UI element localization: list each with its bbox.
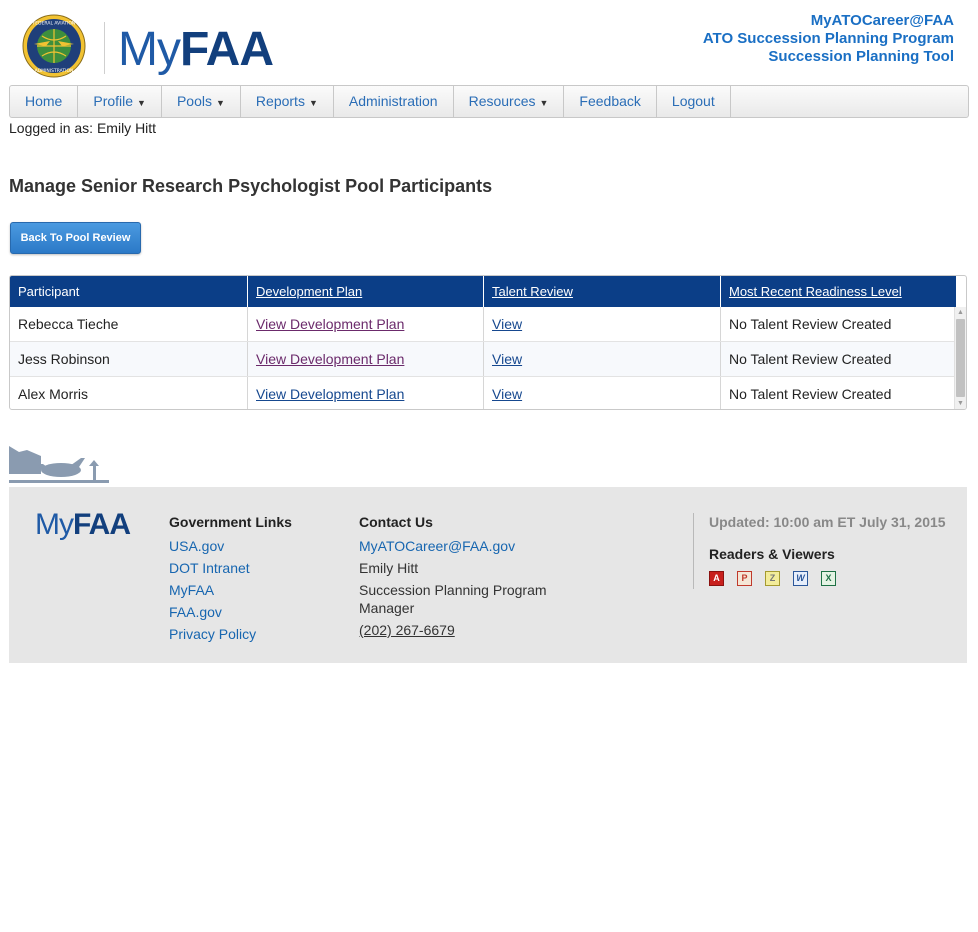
nav-feedback[interactable] <box>564 86 656 117</box>
table-row <box>10 342 957 377</box>
nav-resources-label: Resources <box>468 93 536 109</box>
footer-updated-viewers <box>709 513 946 586</box>
view-development-plan-link[interactable]: View Development Plan <box>248 377 484 410</box>
logged-in-status: Logged in as: Emily Hitt <box>9 120 157 136</box>
link-privacy-policy[interactable]: Privacy Policy <box>169 626 257 642</box>
nav-logout-label: Logout <box>671 93 715 109</box>
contact-us-heading: Contact Us <box>359 514 433 530</box>
view-development-plan-link[interactable]: View Development Plan <box>248 307 484 341</box>
contact-phone-link[interactable]: (202) 267-6679 <box>359 622 455 638</box>
column-header-talent-review[interactable]: Talent Review <box>484 276 721 307</box>
site-header <box>0 0 978 85</box>
nav-home[interactable] <box>10 86 78 117</box>
participant-name: Jess Robinson <box>10 342 248 376</box>
contact-email-link[interactable]: MyATOCareer@FAA.gov <box>359 538 516 554</box>
link-myfaa[interactable]: MyFAA <box>169 582 215 598</box>
view-talent-review-link[interactable]: View <box>484 377 721 410</box>
footer-divider <box>693 513 694 589</box>
nav-logout[interactable] <box>657 86 731 117</box>
nav-pools-label: Pools <box>176 93 212 109</box>
government-links-heading: Government Links <box>169 514 292 530</box>
caret-down-icon: ▼ <box>216 98 225 108</box>
participants-table <box>9 275 967 410</box>
column-header-readiness-level[interactable]: Most Recent Readiness Level <box>721 276 957 307</box>
caret-down-icon: ▼ <box>539 98 549 108</box>
participant-name: Rebecca Tieche <box>10 307 248 341</box>
contact-title: Succession Planning Program Manager <box>359 582 547 616</box>
nav-resources[interactable] <box>454 86 565 117</box>
viewer-icons <box>709 571 946 586</box>
table-header <box>10 276 957 307</box>
view-development-plan-link[interactable]: View Development Plan <box>248 342 484 376</box>
main-nav <box>9 85 969 118</box>
pdf-icon[interactable]: A <box>709 571 724 586</box>
column-header-participant: Participant <box>10 276 248 307</box>
nav-feedback-label: Feedback <box>579 93 641 109</box>
page-title: Manage Senior Research Psychologist Pool Participants <box>9 176 493 196</box>
scroll-down-icon[interactable]: ▼ <box>957 400 964 407</box>
table-scrollbar[interactable] <box>954 307 966 409</box>
readers-viewers-heading: Readers & Viewers <box>709 546 835 562</box>
logo-faa-text: FAA <box>179 23 273 76</box>
link-dot-intranet[interactable]: DOT Intranet <box>169 560 250 576</box>
logo-my-text: My <box>118 23 180 76</box>
nav-reports-label: Reports <box>255 93 305 109</box>
nav-administration[interactable] <box>334 86 454 117</box>
site-footer <box>9 487 967 663</box>
header-line-program: ATO Succession Planning Program <box>702 30 954 47</box>
excel-icon[interactable]: X <box>821 571 836 586</box>
readiness-level: No Talent Review Created <box>721 342 957 376</box>
view-talent-review-link[interactable]: View <box>484 342 721 376</box>
svg-text:ADMINISTRATION: ADMINISTRATION <box>34 69 74 74</box>
nav-reports[interactable] <box>241 86 334 117</box>
header-program-titles <box>703 12 954 66</box>
faa-seal-icon <box>22 14 86 78</box>
caret-down-icon: ▼ <box>137 98 146 108</box>
nav-home-label: Home <box>25 93 63 109</box>
nav-pools[interactable] <box>162 86 241 117</box>
nav-profile-label: Profile <box>93 93 134 109</box>
link-usa-gov[interactable]: USA.gov <box>169 538 225 554</box>
contact-us <box>359 513 559 641</box>
readiness-level: No Talent Review Created <box>721 307 957 341</box>
footer-myfaa-logo[interactable] <box>35 507 130 543</box>
back-to-pool-review-button[interactable]: Back To Pool Review <box>10 222 141 254</box>
scroll-up-icon[interactable]: ▲ <box>957 309 964 316</box>
zip-icon[interactable]: Z <box>765 571 780 586</box>
word-icon[interactable]: W <box>793 571 808 586</box>
scrollbar-thumb[interactable] <box>956 319 965 397</box>
powerpoint-icon[interactable]: P <box>737 571 752 586</box>
svg-text:FEDERAL AVIATION: FEDERAL AVIATION <box>32 21 76 27</box>
caret-down-icon: ▼ <box>308 98 318 108</box>
updated-timestamp: Updated: 10:00 am ET July 31, 2015 <box>709 514 946 530</box>
table-row <box>10 377 957 410</box>
readiness-level: No Talent Review Created <box>721 377 957 410</box>
table-row <box>10 307 957 342</box>
government-links <box>169 513 292 645</box>
view-talent-review-link[interactable]: View <box>484 307 721 341</box>
link-faa-gov[interactable]: FAA.gov <box>169 604 222 620</box>
myfaa-logo[interactable] <box>118 24 273 76</box>
column-header-development-plan[interactable]: Development Plan <box>248 276 484 307</box>
table-body <box>10 307 957 410</box>
nav-administration-label: Administration <box>348 93 438 109</box>
airport-illustration-icon <box>9 440 109 488</box>
footer-logo-faa-text: FAA <box>73 508 130 541</box>
header-line-tool: Succession Planning Tool <box>768 48 954 65</box>
contact-name: Emily Hitt <box>359 560 419 576</box>
logo-divider <box>104 22 105 74</box>
footer-logo-my-text: My <box>35 508 73 541</box>
header-line-career: MyATOCareer@FAA <box>810 12 954 29</box>
participant-name: Alex Morris <box>10 377 248 410</box>
nav-profile[interactable] <box>78 86 162 117</box>
